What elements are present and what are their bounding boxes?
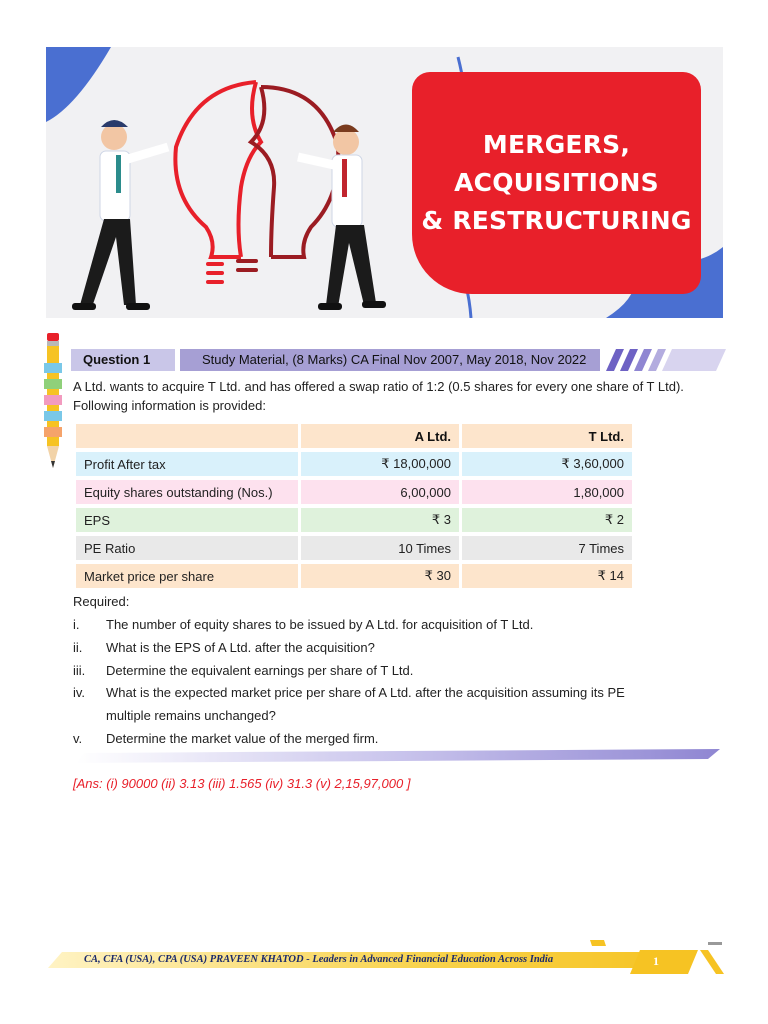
chapter-title-line-2: ACQUISITIONS [454,168,659,197]
list-item [73,614,633,637]
answer-text: [Ans: (i) 90000 (ii) 3.13 (iii) 1.565 (iv) 31.3 (v) 2,15,97,000 ] [73,776,411,791]
list-item-text: Determine the market value of the merged firm. [106,730,379,746]
decorative-stripes [596,349,726,371]
required-list [73,614,633,751]
company-data-table [73,420,635,592]
table-row [76,536,632,560]
footer-tagline: CA, CFA (USA), CPA (USA) PRAVEEN KHATOD - Leaders in Advanced Financial Education Across India [84,954,554,965]
t-ltd-value: ₹ 14 [462,564,632,588]
chapter-title-box [412,72,701,294]
t-ltd-value: 1,80,000 [462,480,632,504]
list-item [73,728,633,751]
row-label: Profit After tax [76,452,298,476]
list-item [73,637,633,660]
list-item-text: The number of equity shares to be issued by A Ltd. for acquisition of T Ltd. [106,617,534,632]
list-item-number: v. [73,730,83,746]
table-row [76,452,632,476]
list-item-text: Determine the equivalent earnings per share of T Ltd. [106,662,414,678]
table-row [76,508,632,532]
businessman-left-icon [72,120,168,310]
chapter-title-line-3: & RESTRUCTURING [421,206,692,235]
businessman-right-icon [298,125,386,311]
list-item-number: iii. [73,662,86,678]
chapter-title-line-1: MERGERS, [482,130,631,159]
list-item-text: What is the EPS of A Ltd. after the acquisition? [106,639,375,655]
row-label: Market price per share [76,564,298,588]
t-ltd-value: ₹ 3,60,000 [462,452,632,476]
row-label: EPS [76,508,298,532]
a-ltd-value: ₹ 3 [301,508,459,532]
question-source: Study Material, (8 Marks) CA Final Nov 2007, May 2018, Nov 2022 [180,349,600,371]
table-header-a-ltd: A Ltd. [301,424,459,448]
lightbulb-icon [175,82,338,284]
a-ltd-value: 10 Times [301,536,459,560]
list-item-number: iv. [73,685,86,701]
t-ltd-value: 7 Times [462,536,632,560]
table-header-blank [76,424,298,448]
table-row [76,480,632,504]
list-item-number: ii. [73,639,83,655]
section-divider [76,749,720,763]
table-header-t-ltd: T Ltd. [462,424,632,448]
row-label: PE Ratio [76,536,298,560]
row-label: Equity shares outstanding (Nos.) [76,480,298,504]
question-number-label: Question 1 [71,349,175,371]
t-ltd-value: ₹ 2 [462,508,632,532]
list-item [73,682,633,728]
question-intro: A Ltd. wants to acquire T Ltd. and has offered a swap ratio of 1:2 (0.5 shares for every one share of T Ltd). Following information is provided: [73,379,684,413]
required-heading: Required: [73,594,130,609]
list-item-number: i. [73,617,80,632]
pencil-icon [44,333,62,473]
page-number: 1 [653,954,659,968]
a-ltd-value: ₹ 18,00,000 [301,452,459,476]
table-row [76,564,632,588]
a-ltd-value: 6,00,000 [301,480,459,504]
list-item-text: What is the expected market price per share of A Ltd. after the acquisition assuming its PE multiple remains unchanged? [106,685,625,724]
list-item [73,660,633,683]
table-header-row [76,424,632,448]
a-ltd-value: ₹ 30 [301,564,459,588]
